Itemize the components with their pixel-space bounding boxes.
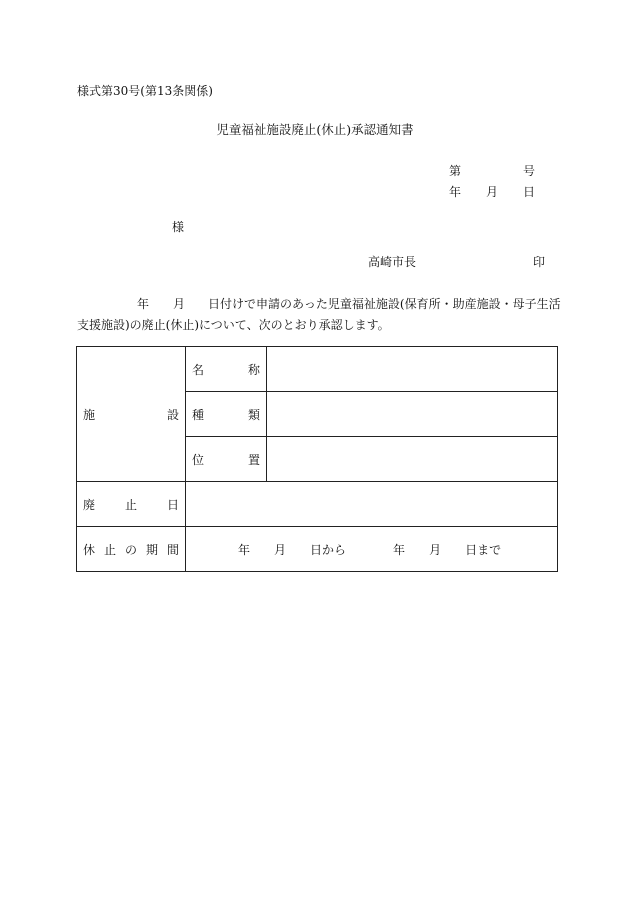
location-value-cell[interactable] — [267, 437, 558, 482]
name-label-char: 称 — [247, 362, 260, 377]
abolition-value-cell[interactable] — [186, 482, 558, 527]
abolition-label-char: 止 — [124, 497, 137, 512]
type-value-cell[interactable] — [267, 392, 558, 437]
period-end-month: 月 — [429, 542, 442, 557]
type-label-char: 種 — [192, 407, 205, 422]
abolition-label-char: 廃 — [83, 497, 96, 512]
period-start-year: 年 — [238, 542, 251, 557]
addressee-honorific: 様 — [172, 220, 185, 234]
name-value-cell[interactable] — [267, 347, 558, 392]
suspension-label-char: の — [124, 542, 137, 557]
abolition-label — [83, 496, 179, 513]
approval-table — [76, 346, 558, 572]
location-label-char: 置 — [247, 452, 260, 467]
facility-label-cell — [77, 347, 186, 482]
suspension-period — [186, 541, 551, 558]
issuer-name: 高崎市長 — [368, 255, 417, 269]
suspension-label-char: 止 — [103, 542, 116, 557]
suspension-label-cell — [77, 527, 186, 572]
document-title: 児童福祉施設廃止(休止)承認通知書 — [216, 122, 414, 137]
document-number — [449, 160, 535, 181]
suspension-label-char: 間 — [166, 542, 179, 557]
body-line-2: 支援施設)の廃止(休止)について、次のとおり承認します。 — [77, 318, 390, 332]
name-label — [192, 361, 260, 378]
number-prefix: 第 — [449, 163, 462, 178]
suspension-label-char: 休 — [83, 542, 96, 557]
body-line-1 — [77, 294, 561, 315]
table-row-suspension — [77, 527, 558, 572]
suspension-label-char: 期 — [145, 542, 158, 557]
date-day: 日 — [523, 184, 536, 199]
location-label-cell — [186, 437, 267, 482]
date-year: 年 — [449, 184, 462, 199]
facility-label — [83, 406, 179, 423]
suspension-label — [83, 541, 179, 558]
type-label-cell — [186, 392, 267, 437]
body-text — [77, 294, 561, 336]
location-label-char: 位 — [192, 452, 205, 467]
location-label — [192, 451, 260, 468]
form-number: 様式第30号(第13条関係) — [77, 84, 213, 98]
suspension-period-cell[interactable] — [186, 527, 558, 572]
table-row-abolition — [77, 482, 558, 527]
abolition-label-char: 日 — [166, 497, 179, 512]
date-month: 月 — [486, 184, 499, 199]
period-start-day: 日から — [310, 542, 347, 557]
body-year: 年 — [137, 297, 150, 311]
document-date — [449, 181, 535, 202]
period-end-year: 年 — [393, 542, 406, 557]
facility-label-char: 設 — [166, 407, 179, 422]
facility-label-char: 施 — [83, 407, 96, 422]
period-end-day: 日まで — [465, 542, 502, 557]
type-label-char: 類 — [247, 407, 260, 422]
name-label-char: 名 — [192, 362, 205, 377]
body-month: 月 — [173, 297, 186, 311]
name-label-cell — [186, 347, 267, 392]
abolition-label-cell — [77, 482, 186, 527]
document-meta — [449, 160, 535, 202]
table-row-name — [77, 347, 558, 392]
period-start-month: 月 — [274, 542, 287, 557]
seal-mark: 印 — [533, 255, 546, 269]
type-label — [192, 406, 260, 423]
number-suffix: 号 — [523, 163, 536, 178]
body-line-1-text: 日付けで申請のあった児童福祉施設(保育所・助産施設・母子生活 — [208, 297, 561, 311]
